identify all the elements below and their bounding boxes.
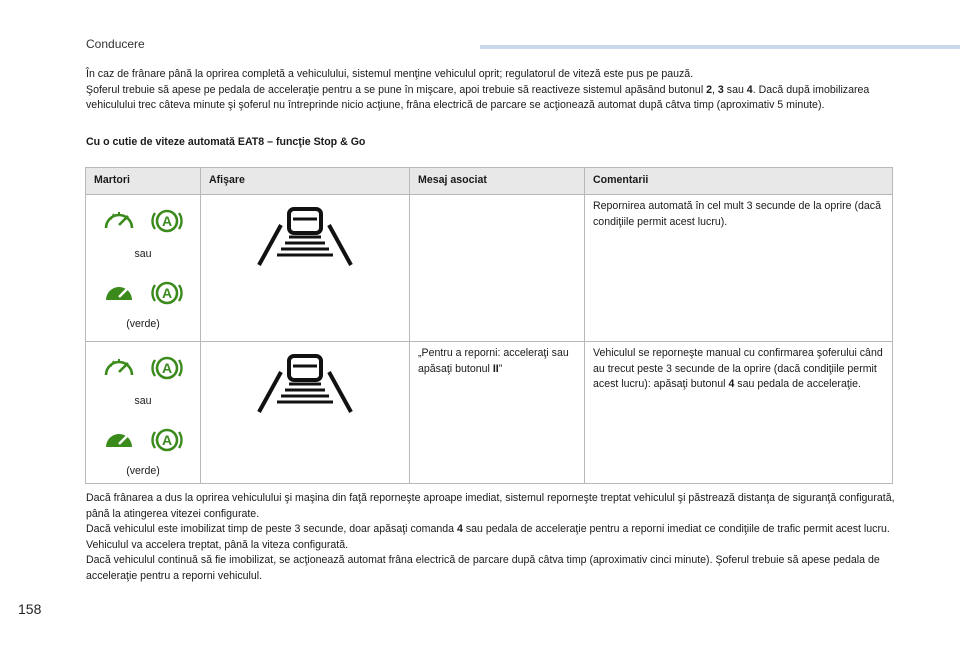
car-ahead-lane-icon (255, 205, 355, 267)
table-header-row (86, 168, 893, 195)
icon-pair-outline (94, 346, 192, 390)
intro-text (86, 67, 896, 114)
auto-hold-a-icon (150, 206, 184, 236)
display-cell (201, 195, 410, 342)
col-header-afisare: Afişare (201, 168, 410, 195)
outro-paragraph-3: Dacă vehiculul continuă să fie imobilizat, se acţionează automat frâna electrică de parcare după câtva timp (aproximativ cinci minute). Şoferul trebuie să apese pedala de acceleraţie pentru a reporni vehiculul. (86, 554, 880, 582)
col-header-mesaj: Mesaj asociat (410, 168, 585, 195)
svg-text:A: A (161, 213, 173, 229)
intro-paragraph-2b: . Dacă după imobilizarea vehiculului trec câteva minute şi şoferul nu întreprinde nicio acţiune, frâna electrică de parcare se acţionează automat după câtva timp (aproximativ 5 minute). (86, 83, 870, 112)
separator: , (712, 83, 718, 96)
or-label: sau (134, 395, 152, 407)
button-ref-4: 4 (746, 83, 753, 96)
indicator-cell (86, 342, 201, 484)
button-ref-4: 4 (457, 523, 463, 536)
button-ref-II: II (492, 362, 499, 375)
section-title: Conducere (86, 37, 145, 51)
auto-hold-a-icon (150, 278, 184, 308)
button-ref-2: 2 (706, 83, 713, 96)
comment-cell: Repornirea automată în cel mult 3 secunde de la oprire (dacă condiţiile permit acest lucru). (585, 195, 893, 342)
car-ahead-lane-icon (255, 352, 355, 414)
speedometer-outline-icon (102, 206, 136, 236)
outro-paragraph-2b: sau pedala de acceleraţie pentru a reporni imediat ce condiţiile de trafic permit acest lucru. Vehiculul va accelera treptat, până la viteza configurată. (86, 523, 890, 551)
intro-paragraph-2a: Şoferul trebuie să apese pe pedala de acceleraţie pentru a se pune în mişcare, apoi trebuie să reactiveze sistemul apăsând butonul (86, 83, 707, 96)
icon-pair-outline (94, 199, 192, 243)
message-quote-end: ” (498, 362, 503, 375)
separator: sau (723, 83, 747, 96)
comment-cell (585, 342, 893, 484)
intro-paragraph-1: În caz de frânare până la oprirea completă a vehiculului, sistemul menţine vehiculul oprit; regulatorul de viteză este pus pe pauză. (86, 68, 694, 80)
button-ref-4: 4 (728, 378, 735, 391)
outro-paragraph-2a: Dacă vehiculul este imobilizat timp de peste 3 secunde, doar apăsaţi comanda (86, 523, 457, 536)
table-row (86, 342, 893, 484)
comment-text: Vehiculul se reporneşte manual cu confirmarea şoferului când au trecut peste 3 secunde de la oprire (dacă condiţiile permit acest lucru): apăsaţi butonul (593, 347, 883, 391)
speedometer-filled-icon (102, 425, 136, 455)
auto-hold-a-icon (150, 353, 184, 383)
icon-pair-filled (94, 418, 192, 462)
table-row (86, 195, 893, 342)
svg-text:A: A (161, 360, 173, 376)
comment-text-end: sau pedala de acceleraţie. (734, 378, 861, 391)
svg-text:A: A (161, 431, 173, 448)
subheading: Cu o cutie de viteze automată EAT8 – funcţie Stop & Go (86, 136, 366, 148)
green-label: (verde) (126, 464, 160, 477)
message-cell (410, 195, 585, 342)
outro-text (86, 491, 896, 585)
or-label: sau (134, 248, 152, 260)
display-cell (201, 342, 410, 484)
header-bar (480, 45, 960, 49)
indicator-cell (86, 195, 201, 342)
speedometer-filled-icon (102, 278, 136, 308)
col-header-comentarii: Comentarii (585, 168, 893, 195)
outro-paragraph-1: Dacă frânarea a dus la oprirea vehiculului şi maşina din faţă reporneşte aproape imediat, sistemul reporneşte treptat vehiculul şi păstrează distanţa de siguranţă configurată, până la atingerea vitezei configurate. (86, 492, 895, 520)
speedometer-outline-icon (102, 353, 136, 383)
icon-pair-filled (94, 271, 192, 315)
svg-text:A: A (161, 284, 173, 301)
col-header-martori: Martori (86, 168, 201, 195)
page-number: 158 (18, 601, 42, 617)
warning-table (85, 167, 893, 484)
auto-hold-a-icon (150, 425, 184, 455)
message-text: „Pentru a reporni: acceleraţi sau apăsaţi butonul (418, 347, 569, 375)
green-label: (verde) (126, 317, 160, 330)
button-ref-3: 3 (717, 83, 724, 96)
message-cell (410, 342, 585, 484)
